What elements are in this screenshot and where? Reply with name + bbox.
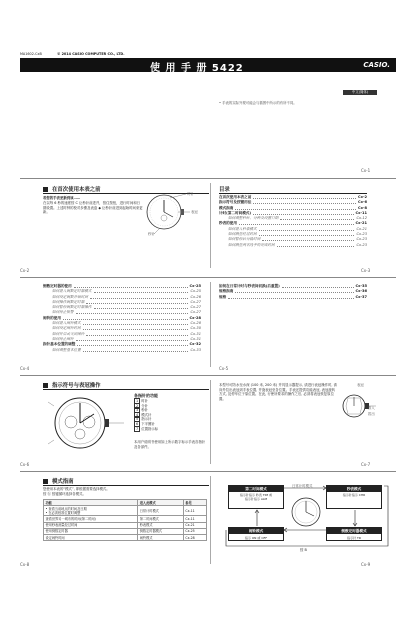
section-heading-before-use: 在首次使用本表之前 (43, 185, 101, 193)
toc-entry[interactable]: 如何设定倒数开始时间 Cx-26 (52, 294, 201, 299)
section-heading-mode-guide: 模式指南 (43, 477, 74, 485)
legend-item: 3 秒针 (136, 408, 149, 413)
legend-item: 5 指示针 (136, 417, 152, 422)
legend-item: 4 模式针 (136, 412, 152, 417)
row-divider (20, 277, 396, 278)
toc-entry[interactable]: 如何进入倒数定时器模式 Cx-25 (52, 289, 201, 294)
column-divider (210, 183, 211, 268)
language-tab: 中文(简体) (343, 90, 377, 95)
heading-square-icon (43, 479, 48, 484)
copyright: © 2014 CASIO COMPUTER CO., LTD. (57, 52, 125, 56)
legend-item: 1 时针 (136, 399, 149, 403)
toc-entry[interactable]: 秒表的使用 Cx-21 (219, 221, 367, 226)
toc-entry[interactable]: 模式指南 Cx-8 (219, 205, 367, 210)
watch-face-diagram (44, 392, 132, 454)
crown-pull-label: 拔出 (368, 412, 375, 416)
crown-label: 表冠 (357, 383, 364, 387)
page-number: Cx-5 (219, 366, 229, 371)
column-header: 参见 (183, 500, 206, 506)
legend-title: 各指针的功能 (134, 393, 158, 398)
heading-rule (43, 389, 209, 390)
table-row: • 查看当前地点的时间及日期 • 在必须校准位置时调整 日常计时模式 Cx-11 (44, 506, 207, 516)
page-number: Cx-2 (20, 268, 30, 273)
toc-entry[interactable]: 如何进入闹铃模式 Cx-28 (52, 321, 201, 326)
column-header: 进入此模式 (138, 500, 184, 506)
toc-entry[interactable]: 计时(第二时间模式) Cx-11 (219, 210, 367, 215)
table-row: 查看世界另一城市的时间(第二时间) 第二时间模式 Cx-11 (44, 516, 207, 522)
page-number: Cx-9 (361, 562, 371, 567)
toc-entry[interactable]: 规格指南 Cx-36 (219, 289, 367, 294)
contents-list-continued-right (219, 284, 367, 300)
heading-rule (219, 193, 367, 194)
toc-entry[interactable]: 如何停止报警 Cx-27 (52, 310, 201, 315)
legend-item: 7 位置指示标 (136, 426, 159, 431)
toc-entry[interactable]: 如何设定闹铃时间 Cx-30 (52, 326, 201, 331)
mode-note-alarm: 指示 ON 或 OFF (228, 533, 284, 541)
toc-entry[interactable]: 倒数定时器的使用 Cx-25 (43, 284, 201, 288)
contents-list-continued (43, 284, 201, 353)
toc-entry[interactable]: 如何测量两名选手的完成时间 Cx-23 (228, 242, 367, 247)
mode-box-countdown: 倒数定时器模式 (326, 527, 382, 533)
page-number: Cx-4 (20, 366, 30, 371)
toc-entry[interactable]: 如何暂停倒数定时器操作 Cx-27 (52, 305, 201, 310)
toc-entry[interactable]: 规格 Cx-37 (219, 294, 367, 299)
mode-guide-intro2: 按 ⓑ 按键循环选择各模式。 (43, 492, 86, 496)
toc-entry[interactable]: 如何停止闹铃 Cx-31 (52, 336, 201, 341)
page-number: Cx-6 (20, 462, 30, 467)
contents-list (219, 195, 367, 248)
legend-note: 本用户说明书使用如上所示数字标示手表各指针及各部件。 (134, 440, 206, 449)
intro-bold-line: 若您的手表更新到该…… (43, 196, 81, 200)
page-number: Cx-3 (361, 268, 371, 273)
column-divider (210, 380, 211, 464)
toc-entry[interactable]: 如何进入秒表模式 Cx-21 (228, 226, 367, 231)
table-row: 使用秒表测量经过时间 秒表模式 Cx-21 (44, 522, 207, 528)
page-number: Cx-1 (361, 168, 371, 173)
toc-entry[interactable]: 在首次使用本表之前 Cx-2 (219, 195, 367, 199)
watch-dial-diagram (140, 190, 208, 238)
toc-entry[interactable]: 如何暂停后分段时间 Cx-23 (228, 237, 367, 242)
manual-title: 使 用 手 册 5422 (150, 63, 244, 74)
crown-push-label: 推入 (368, 406, 375, 410)
toc-entry[interactable]: 闹铃的使用 Cx-28 (43, 315, 201, 320)
center-mode-label: 日常计时模式 (292, 484, 313, 488)
mode-note-second-time: 指示针指示 秒表 TIM 或 指示针指示 ALM (228, 491, 284, 509)
mode-guide-intro: 您使用本表的“模式”, 即根据需要选择模式。 (43, 487, 110, 491)
intro-body: 在以每 6 秒的速度按 C 让秒针前进并，按住按钮，进行时间和日期设置。上述时钟的校对步骤及表盘 ◆ 让秒针前进到起始时间来更新。 (43, 201, 143, 215)
toc-entry[interactable]: 指针基本位置的调整 Cx-32 (43, 342, 201, 347)
column-divider (210, 476, 211, 564)
press-b-label: 按 B (300, 548, 307, 552)
column-divider (210, 282, 211, 367)
crown-operation-text: 本型号可防水至水深 (100 米, 200 米) 并具显示器提示, 请进行表冠操作时, 请向外拉出表冠到手表位置, 并旋表冠至各位置。手表还提供功能表冠, 表冠旋转方式, 及停车位于原位置。在此, 行使所要求的操作之后, 必须将表冠恢复原位置。 (219, 383, 337, 401)
dial-label-second: 秒针 (148, 232, 155, 236)
row-divider (20, 375, 396, 376)
row-divider (20, 178, 396, 179)
mode-note-stopwatch: 指示针指示 CHR (326, 491, 382, 509)
title-bar (20, 58, 396, 72)
mode-cycle-arrows (222, 480, 392, 552)
toc-entry[interactable]: 指示符号及按键用法 Cx-6 (219, 200, 367, 205)
casio-logo: CASIO. (363, 60, 390, 69)
mode-box-stopwatch: 秒表模式 (326, 485, 382, 491)
toc-entry[interactable]: 如何调整秒针、分钟及设置日期 Cx-12 (228, 216, 367, 221)
doc-code: MA1602-CxB (20, 52, 42, 56)
mode-box-second-time: 第二时间模式 (228, 485, 284, 491)
toc-entry[interactable]: 如何测量经过时间 Cx-23 (228, 232, 367, 237)
toc-entry[interactable]: 如何调整基本位置 Cx-33 (52, 347, 201, 352)
legend-item: 2 分针 (136, 403, 149, 408)
table-row: 设定闹铃时间 闹铃模式 Cx-28 (44, 534, 207, 540)
row-divider (20, 471, 396, 472)
dial-label-hour: 时针 (187, 192, 194, 196)
hand-legend (134, 399, 206, 431)
heading-square-icon (43, 383, 48, 388)
mode-note-countdown: 指示针 TR (326, 533, 382, 541)
heading-rule (43, 485, 209, 486)
legend-item: 6 下半圈针 (136, 421, 155, 426)
mode-table (43, 499, 207, 541)
table-row: 使用倒数定时器 倒数定时器模式 Cx-25 (44, 528, 207, 534)
appearance-note: • 手表的实际外观可能会与插图中所示的有所不同。 (219, 101, 297, 105)
toc-entry[interactable]: 如何在日常计时与秒表间切换(后重置) Cx-35 (219, 284, 367, 288)
heading-square-icon (43, 187, 48, 192)
mode-box-alarm: 闹铃模式 (228, 527, 284, 533)
section-heading-contents: 目录 (219, 187, 230, 193)
toc-entry[interactable]: 如何操作倒数定时器 Cx-27 (52, 299, 201, 304)
dial-label-crown: 表冠 (191, 210, 198, 214)
column-header: 功能 (44, 500, 138, 506)
page-number: Cx-7 (361, 462, 371, 467)
toc-entry[interactable]: 如何开启或关闭闹铃 Cx-31 (52, 331, 201, 336)
page-number: Cx-8 (20, 562, 30, 567)
section-heading-indicators: 指示符号与表冠操作 (43, 381, 101, 389)
